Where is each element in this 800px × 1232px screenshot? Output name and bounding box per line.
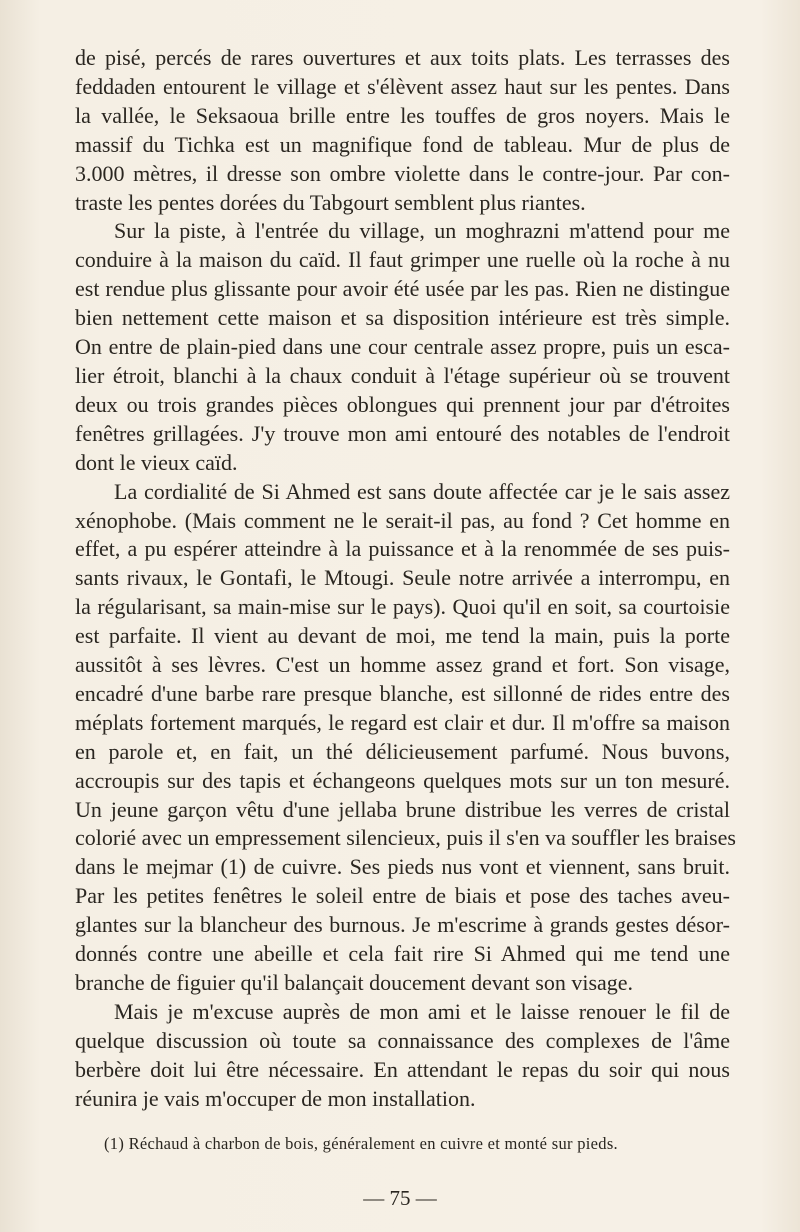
text-line: réunira je vais m'occuper de mon installation.	[75, 1085, 476, 1111]
text-line: feddaden entourent le village et s'élèvent assez haut sur les pentes. Dans	[75, 73, 730, 99]
text-line: berbère doit lui être nécessaire. En attendant le repas du soir qui nous	[75, 1056, 730, 1082]
text-line: Sur la piste, à l'entrée du village, un moghrazni m'attend pour me	[114, 218, 730, 244]
text-line: est rendue plus glissante pour avoir été usée par les pas. Rien ne distingue	[75, 276, 730, 302]
text-line: xénophobe. (Mais comment ne le serait-il pas, au fond ? Cet homme en	[75, 507, 730, 533]
text-line: encadré d'une barbe rare presque blanche, est sillonné de rides entre des	[75, 680, 730, 706]
text-line: traste les pentes dorées du Tabgourt semblent plus riantes.	[75, 189, 586, 215]
text-line: dans le mejmar (1) de cuivre. Ses pieds nus vont et viennent, sans bruit.	[75, 854, 730, 880]
text-line: bien nettement cette maison et sa disposition intérieure est très simple.	[75, 305, 730, 331]
footnote: (1) Réchaud à charbon de bois, généralement en cuivre et monté sur pieds.	[104, 1134, 618, 1153]
text-line: la régularisant, sa main-mise sur le pays). Quoi qu'il en soit, sa courtoisie	[75, 594, 730, 620]
text-line: de pisé, percés de rares ouvertures et aux toits plats. Les terrasses des	[75, 45, 730, 70]
paragraph	[75, 44, 730, 217]
text-line: la vallée, le Seksaoua brille entre les touffes de gros noyers. Mais le	[75, 102, 730, 128]
text-line: aussitôt à ses lèvres. C'est un homme assez grand et fort. Son visage,	[75, 652, 730, 678]
text-line: quelque discussion où toute sa connaissance des complexes de l'âme	[75, 1027, 730, 1053]
text-line: Mais je m'excuse auprès de mon ami et le laisse renouer le fil de	[114, 998, 730, 1024]
page-number: — 75 —	[363, 1186, 437, 1210]
text-line: Un jeune garçon vêtu d'une jellaba brune distribue les verres de cristal	[75, 796, 730, 822]
paragraph	[75, 478, 736, 998]
paragraph	[75, 217, 730, 477]
text-line: massif du Tichka est un magnifique fond de tableau. Mur de plus de	[75, 131, 730, 157]
text-line: Par les petites fenêtres le soleil entre de biais et pose des taches aveu-	[75, 883, 730, 909]
text-line: accroupis sur des tapis et échangeons quelques mots sur un ton mesuré.	[75, 767, 730, 793]
body-text	[75, 44, 736, 1114]
text-line: sants rivaux, le Gontafi, le Mtougi. Seule notre arrivée a interrompu, en	[75, 565, 730, 591]
text-line: conduire à la maison du caïd. Il faut grimper une ruelle où la roche à nu	[75, 247, 730, 273]
text-line: branche de figuier qu'il balançait doucement devant son visage.	[75, 970, 634, 995]
text-line: La cordialité de Si Ahmed est sans doute affectée car je le sais assez	[114, 478, 730, 504]
text-line: fenêtres grillagées. J'y trouve mon ami entouré des notables de l'endroit	[75, 420, 730, 446]
text-line: lier étroit, blanchi à la chaux conduit à l'étage supérieur où se trouvent	[75, 362, 730, 388]
text-line: On entre de plain-pied dans une cour centrale assez propre, puis un esca-	[75, 334, 730, 360]
text-line: est parfaite. Il vient au devant de moi, me tend la main, puis la porte	[75, 623, 730, 649]
text-line: dont le vieux caïd.	[75, 449, 238, 475]
text-line: en parole et, en fait, un thé délicieusement parfumé. Nous buvons,	[75, 738, 730, 764]
text-line: donnés contre une abeille et cela fait rire Si Ahmed qui me tend une	[75, 941, 730, 967]
text-line: colorié avec un empressement silencieux, puis il s'en va souffler les braises	[75, 825, 736, 851]
text-line: glantes sur la blancheur des burnous. Je m'escrime à grands gestes désor-	[75, 912, 730, 938]
text-line: effet, a pu espérer atteindre à la puissance et à la renommée de ses puis-	[75, 536, 730, 562]
text-line: 3.000 mètres, il dresse son ombre violette dans le contre-jour. Par con-	[75, 160, 730, 186]
text-line: deux ou trois grandes pièces oblongues qui prennent jour par d'étroites	[75, 391, 730, 417]
paragraph	[75, 998, 730, 1114]
text-line: méplats fortement marqués, le regard est clair et dur. Il m'offre sa maison	[75, 709, 730, 735]
